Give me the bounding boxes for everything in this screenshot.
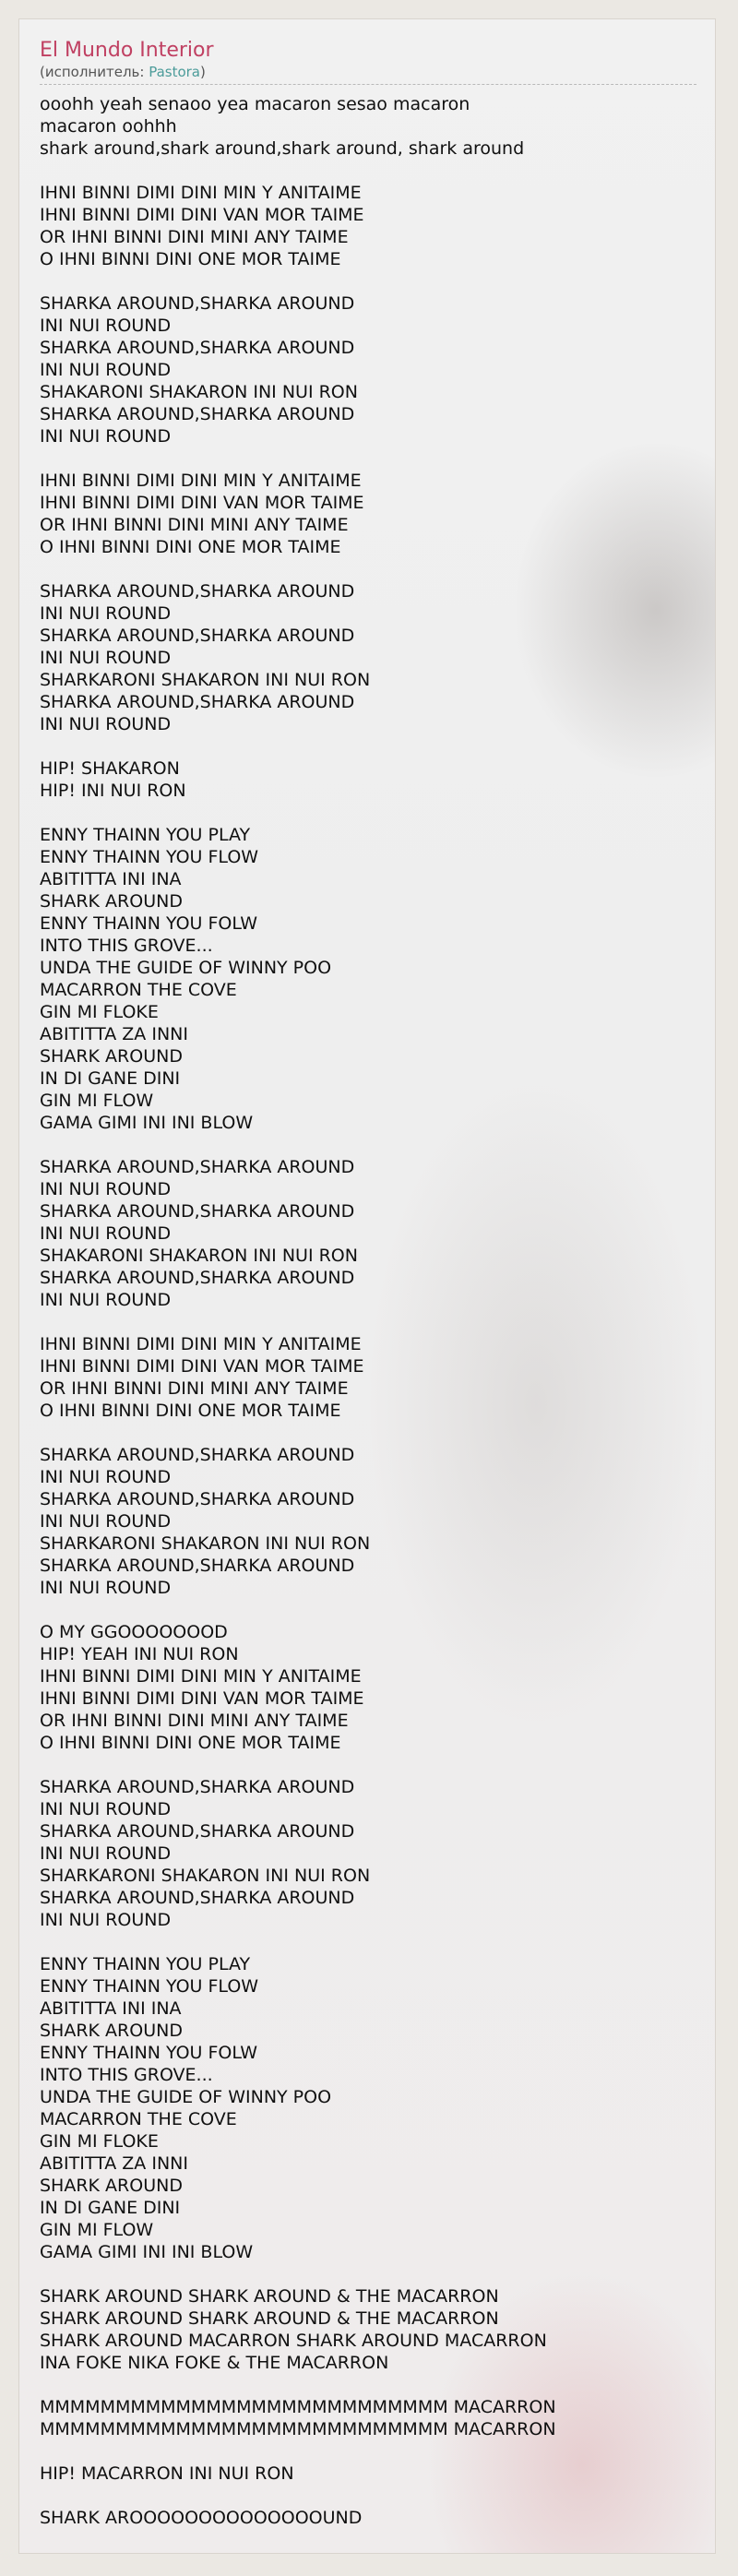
lyric-line: GIN MI FLOW xyxy=(40,2220,154,2240)
lyric-line: SHARKA AROUND,SHARKA AROUND xyxy=(40,1489,355,1509)
performer-line xyxy=(40,64,696,80)
lyric-line: GIN MI FLOKE xyxy=(40,1002,159,1022)
song-header xyxy=(40,38,696,85)
lyric-line: SHARKARONI SHAKARON INI NUI RON xyxy=(40,1533,371,1554)
lyric-line: SHARKA AROUND,SHARKA AROUND xyxy=(40,1888,355,1908)
lyric-line: SHAKARONI SHAKARON INI NUI RON xyxy=(40,382,358,402)
lyric-line: SHARK AROUND xyxy=(40,891,183,912)
lyric-line: IHNI BINNI DIMI DINI VAN MOR TAIME xyxy=(40,1356,364,1377)
lyric-line: IN DI GANE DINI xyxy=(40,1068,181,1089)
lyric-line: IHNI BINNI DIMI DINI MIN Y ANITAIME xyxy=(40,1334,362,1354)
lyric-line: SHARKARONI SHAKARON INI NUI RON xyxy=(40,1866,371,1886)
lyric-line: SHARK AROUND MACARRON SHARK AROUND MACARRON xyxy=(40,2331,547,2351)
lyrics-card xyxy=(18,18,716,2554)
lyric-line: UNDA THE GUIDE OF WINNY POO xyxy=(40,2087,332,2107)
lyric-line: SHARK AROOOOOOOOOOOOOOUND xyxy=(40,2508,363,2528)
lyric-line: SHARK AROUND SHARK AROUND & THE MACARRON xyxy=(40,2308,499,2329)
lyric-line: SHARKA AROUND,SHARKA AROUND xyxy=(40,1157,355,1177)
lyric-blank-line xyxy=(40,160,704,182)
lyric-blank-line xyxy=(40,447,704,470)
lyric-line: ENNY THAINN YOU FLOW xyxy=(40,847,259,867)
lyric-line: SHARKA AROUND,SHARKA AROUND xyxy=(40,338,355,358)
lyric-line: INI NUI ROUND xyxy=(40,316,172,336)
lyric-line: ENNY THAINN YOU FOLW xyxy=(40,913,258,934)
lyric-line: GIN MI FLOKE xyxy=(40,2131,159,2152)
lyric-line: SHARKA AROUND,SHARKA AROUND xyxy=(40,293,355,314)
lyric-line: O IHNI BINNI DINI ONE MOR TAIME xyxy=(40,1401,341,1421)
lyric-line: MMMMMMMMMMMMMMMMMMMMMMMMMMM MACARRON xyxy=(40,2419,556,2439)
lyric-line: SHARKA AROUND,SHARKA AROUND xyxy=(40,1445,355,1465)
lyric-line: ENNY THAINN YOU FOLW xyxy=(40,2043,258,2063)
lyric-line: INI NUI ROUND xyxy=(40,714,172,734)
lyric-line: IHNI BINNI DIMI DINI MIN Y ANITAIME xyxy=(40,183,362,203)
lyric-line: IHNI BINNI DIMI DINI MIN Y ANITAIME xyxy=(40,1666,362,1687)
lyric-line: O IHNI BINNI DINI ONE MOR TAIME xyxy=(40,249,341,269)
lyric-line: ABITITTA INI INA xyxy=(40,1998,182,2019)
lyrics-body xyxy=(40,93,704,2529)
lyric-line: UNDA THE GUIDE OF WINNY POO xyxy=(40,958,332,978)
lyric-blank-line xyxy=(40,558,704,580)
lyric-line: GIN MI FLOW xyxy=(40,1091,154,1111)
lyric-line: shark around,shark around,shark around, shark around xyxy=(40,138,525,159)
lyric-line: SHARK AROUND xyxy=(40,2176,183,2196)
lyric-line: MMMMMMMMMMMMMMMMMMMMMMMMMMM MACARRON xyxy=(40,2397,556,2417)
lyric-line: INI NUI ROUND xyxy=(40,1511,172,1532)
lyric-line: SHAKARONI SHAKARON INI NUI RON xyxy=(40,1246,358,1266)
lyric-line: INI NUI ROUND xyxy=(40,1467,172,1487)
lyric-line: IHNI BINNI DIMI DINI VAN MOR TAIME xyxy=(40,205,364,225)
lyric-line: INTO THIS GROVE... xyxy=(40,2065,213,2085)
lyric-line: MACARRON THE COVE xyxy=(40,2109,237,2129)
lyric-line: INTO THIS GROVE... xyxy=(40,936,213,956)
lyric-line: HIP! INI NUI RON xyxy=(40,781,186,801)
lyric-line: SHARKA AROUND,SHARKA AROUND xyxy=(40,581,355,602)
lyric-blank-line xyxy=(40,2440,704,2463)
lyric-line: SHARKA AROUND,SHARKA AROUND xyxy=(40,404,355,424)
lyric-line: O MY GGOOOOOOOD xyxy=(40,1622,228,1642)
lyric-line: INI NUI ROUND xyxy=(40,648,172,668)
lyric-blank-line xyxy=(40,1311,704,1333)
lyric-line: MACARRON THE COVE xyxy=(40,980,237,1000)
lyric-line: SHARK AROUND xyxy=(40,2021,183,2041)
lyric-line: HIP! SHAKARON xyxy=(40,758,180,779)
lyric-line: ooohh yeah senaoo yea macaron sesao macaron xyxy=(40,94,470,114)
lyric-line: O IHNI BINNI DINI ONE MOR TAIME xyxy=(40,1733,341,1753)
lyric-line: INI NUI ROUND xyxy=(40,1290,172,1310)
lyric-line: O IHNI BINNI DINI ONE MOR TAIME xyxy=(40,537,341,557)
lyric-line: INA FOKE NIKA FOKE & THE MACARRON xyxy=(40,2353,389,2373)
lyric-line: INI NUI ROUND xyxy=(40,1910,172,1930)
lyric-line: OR IHNI BINNI DINI MINI ANY TAIME xyxy=(40,1711,349,1731)
lyric-line: INI NUI ROUND xyxy=(40,603,172,624)
lyric-line: SHARKA AROUND,SHARKA AROUND xyxy=(40,626,355,646)
lyric-line: SHARKA AROUND,SHARKA AROUND xyxy=(40,1777,355,1797)
lyric-blank-line xyxy=(40,735,704,757)
lyric-line: SHARKA AROUND,SHARKA AROUND xyxy=(40,1268,355,1288)
lyric-line: SHARK AROUND SHARK AROUND & THE MACARRON xyxy=(40,2286,499,2307)
lyric-line: IHNI BINNI DIMI DINI VAN MOR TAIME xyxy=(40,1688,364,1709)
lyric-blank-line xyxy=(40,1754,704,1776)
lyric-line: SHARKA AROUND,SHARKA AROUND xyxy=(40,1821,355,1842)
lyric-blank-line xyxy=(40,2374,704,2396)
lyric-line: INI NUI ROUND xyxy=(40,1578,172,1598)
lyric-line: ABITITTA INI INA xyxy=(40,869,182,889)
performer-suffix: ) xyxy=(200,64,206,80)
song-title: El Mundo Interior xyxy=(40,39,214,62)
performer-link[interactable]: Pastora xyxy=(149,64,200,80)
lyric-line: IN DI GANE DINI xyxy=(40,2198,181,2218)
lyric-blank-line xyxy=(40,802,704,824)
lyric-line: HIP! YEAH INI NUI RON xyxy=(40,1644,239,1664)
lyric-line: INI NUI ROUND xyxy=(40,1843,172,1864)
lyric-line: ENNY THAINN YOU PLAY xyxy=(40,825,251,845)
lyric-line: GAMA GIMI INI INI BLOW xyxy=(40,1113,254,1133)
lyric-line: INI NUI ROUND xyxy=(40,1223,172,1244)
lyric-line: SHARKA AROUND,SHARKA AROUND xyxy=(40,1201,355,1222)
lyric-blank-line xyxy=(40,2263,704,2285)
lyric-blank-line xyxy=(40,270,704,292)
lyric-blank-line xyxy=(40,1422,704,1444)
lyric-line: IHNI BINNI DIMI DINI MIN Y ANITAIME xyxy=(40,471,362,491)
lyric-line: ABITITTA ZA INNI xyxy=(40,1024,188,1044)
lyric-line: IHNI BINNI DIMI DINI VAN MOR TAIME xyxy=(40,493,364,513)
lyric-line: INI NUI ROUND xyxy=(40,1799,172,1819)
lyric-line: macaron oohhh xyxy=(40,116,177,137)
lyric-line: ENNY THAINN YOU FLOW xyxy=(40,1976,259,1997)
lyric-blank-line xyxy=(40,1599,704,1621)
lyric-line: SHARKA AROUND,SHARKA AROUND xyxy=(40,692,355,712)
lyric-line: HIP! MACARRON INI NUI RON xyxy=(40,2463,294,2484)
lyric-line: OR IHNI BINNI DINI MINI ANY TAIME xyxy=(40,227,349,247)
lyric-line: SHARK AROUND xyxy=(40,1046,183,1067)
lyric-line: OR IHNI BINNI DINI MINI ANY TAIME xyxy=(40,1378,349,1399)
lyric-line: INI NUI ROUND xyxy=(40,1179,172,1199)
lyric-line: GAMA GIMI INI INI BLOW xyxy=(40,2242,254,2262)
lyric-line: OR IHNI BINNI DINI MINI ANY TAIME xyxy=(40,515,349,535)
lyric-line: INI NUI ROUND xyxy=(40,426,172,447)
lyric-line: SHARKARONI SHAKARON INI NUI RON xyxy=(40,670,371,690)
lyric-blank-line xyxy=(40,1134,704,1156)
lyric-line: ABITITTA ZA INNI xyxy=(40,2153,188,2174)
lyric-blank-line xyxy=(40,2485,704,2507)
lyric-line: SHARKA AROUND,SHARKA AROUND xyxy=(40,1556,355,1576)
performer-prefix: (исполнитель: xyxy=(40,64,149,80)
lyric-line: INI NUI ROUND xyxy=(40,360,172,380)
lyric-blank-line xyxy=(40,1931,704,1953)
lyric-line: ENNY THAINN YOU PLAY xyxy=(40,1954,251,1974)
